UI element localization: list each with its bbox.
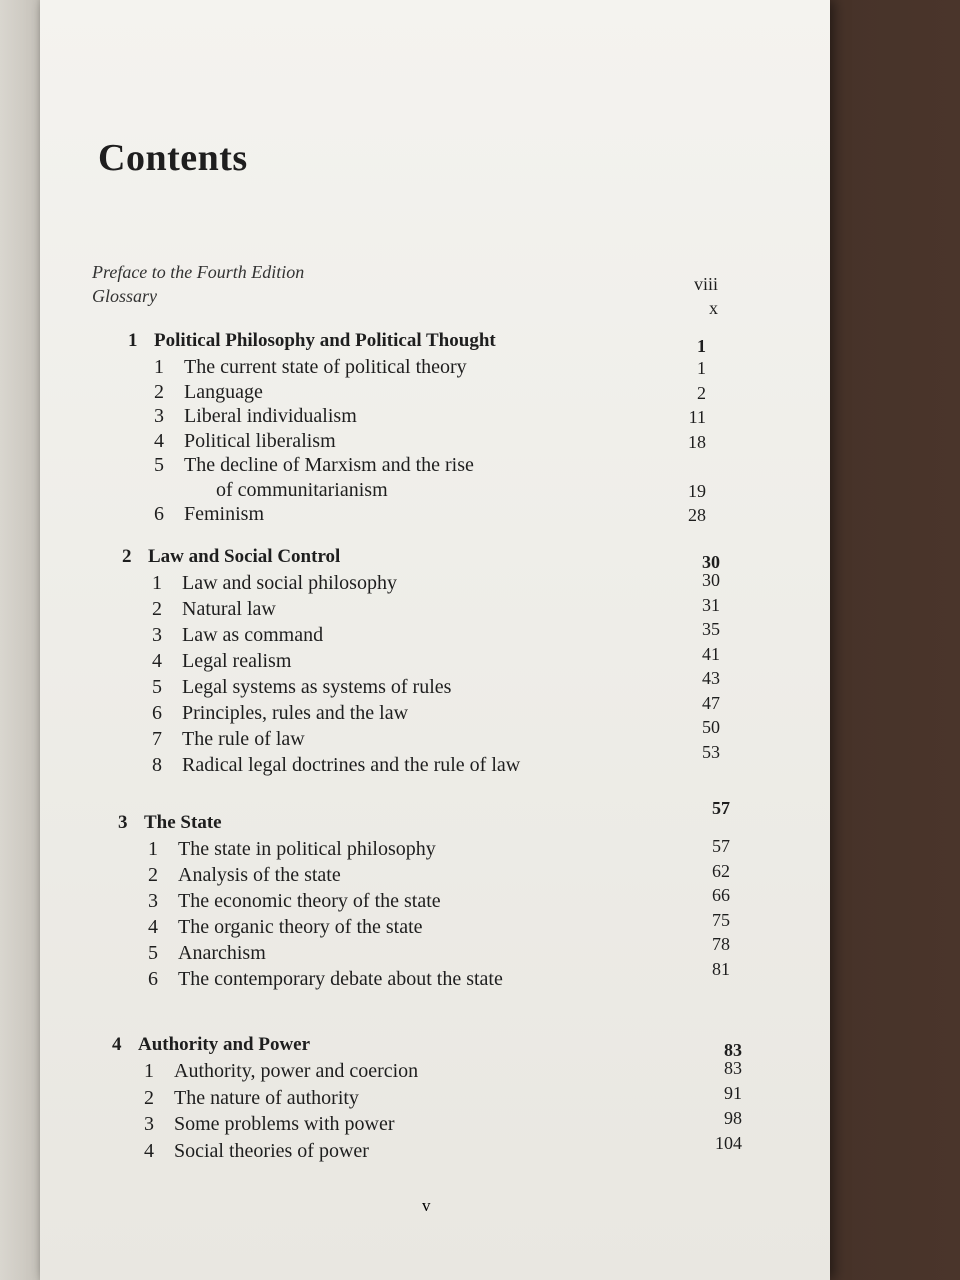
section-entry <box>154 381 263 404</box>
section-title: The decline of Marxism and the rise <box>184 454 474 476</box>
section-title: Language <box>184 380 263 403</box>
section-title: Law and social philosophy <box>182 572 397 594</box>
section-number: 2 <box>144 1086 154 1109</box>
section-page: 41 <box>702 643 720 664</box>
section-entry <box>152 754 520 777</box>
section-number: 4 <box>144 1139 154 1162</box>
section-page: 1 <box>697 358 706 378</box>
contents-page <box>40 0 830 1280</box>
section-title: Liberal individualism <box>184 405 357 427</box>
section-entry <box>152 702 408 725</box>
chapter-heading <box>128 330 496 352</box>
section-entry <box>152 650 291 673</box>
section-entry <box>144 1113 395 1136</box>
section-page: 66 <box>712 885 730 905</box>
section-title: Natural law <box>182 598 276 620</box>
section-entry <box>144 1060 418 1083</box>
chapter-number: 1 <box>128 330 138 351</box>
section-title: Authority, power and coercion <box>174 1060 419 1082</box>
section-page: 98 <box>724 1108 742 1128</box>
section-number: 7 <box>152 728 162 750</box>
section-number: 1 <box>144 1060 154 1082</box>
section-title: The state in political philosophy <box>178 838 436 860</box>
section-page: 18 <box>688 431 706 452</box>
section-title: The current state of political theory <box>184 356 467 378</box>
chapter-page: 83 <box>724 1040 742 1060</box>
page-title: Contents <box>98 137 248 179</box>
section-title: Some problems with power <box>174 1113 395 1135</box>
front-matter-glossary-page: x <box>709 298 718 318</box>
section-title: The nature of authority <box>174 1086 359 1109</box>
section-title: The contemporary debate about the state <box>178 968 503 990</box>
section-number: 3 <box>148 890 158 912</box>
section-page: 47 <box>702 692 720 713</box>
section-number: 6 <box>148 968 158 990</box>
section-page: 2 <box>697 382 706 403</box>
section-title: Radical legal doctrines and the rule of law <box>182 754 521 776</box>
section-page: 50 <box>702 717 720 737</box>
section-number: 5 <box>148 942 158 964</box>
section-entry <box>148 968 503 991</box>
chapter-title: The State <box>144 812 222 833</box>
section-number: 1 <box>148 838 158 860</box>
section-entry <box>148 838 436 861</box>
section-page: 28 <box>688 505 706 525</box>
section-entry <box>154 405 357 428</box>
section-number: 3 <box>154 405 164 427</box>
section-title: Analysis of the state <box>178 864 341 886</box>
section-number: 4 <box>154 429 164 452</box>
section-entry <box>154 430 336 453</box>
section-number: 5 <box>154 454 164 476</box>
section-page: 81 <box>712 958 730 979</box>
chapter-title: Law and Social Control <box>148 546 341 567</box>
section-page: 35 <box>702 619 720 639</box>
front-matter-preface: Preface to the Fourth Edition <box>92 262 305 282</box>
section-page: 75 <box>712 909 730 930</box>
section-page: 57 <box>712 836 730 856</box>
section-title: The economic theory of the state <box>178 890 441 912</box>
section-page: 83 <box>724 1058 742 1078</box>
page-folio: v <box>422 1196 431 1215</box>
section-entry <box>152 572 397 595</box>
section-entry <box>152 728 305 751</box>
section-entry <box>148 890 441 913</box>
chapter-number: 4 <box>112 1034 122 1055</box>
section-entry <box>154 503 264 526</box>
section-title: Anarchism <box>178 942 266 964</box>
front-matter-glossary: Glossary <box>92 286 158 306</box>
section-entry <box>154 356 467 379</box>
section-title: The organic theory of the state <box>178 916 423 938</box>
section-number: 2 <box>148 864 158 886</box>
section-entry <box>148 916 423 939</box>
section-page: 62 <box>712 860 730 881</box>
section-title: The rule of law <box>182 728 305 750</box>
section-number: 3 <box>152 624 162 646</box>
section-title: Feminism <box>184 503 265 525</box>
chapter-heading <box>118 812 222 834</box>
chapter-heading <box>112 1034 310 1056</box>
section-number: 1 <box>152 572 162 594</box>
section-page: 31 <box>702 594 720 615</box>
section-number: 6 <box>154 503 164 525</box>
section-title: Legal systems as systems of rules <box>182 676 452 698</box>
section-number: 2 <box>152 598 162 620</box>
section-title: Social theories of power <box>174 1139 369 1162</box>
section-title: Principles, rules and the law <box>182 702 409 724</box>
section-entry <box>154 454 474 477</box>
section-entry <box>152 598 276 621</box>
section-page: 43 <box>702 668 720 688</box>
section-page: 104 <box>715 1133 742 1153</box>
section-entry <box>148 864 341 887</box>
section-number: 4 <box>152 650 162 672</box>
book-page <box>40 0 830 1280</box>
chapter-page: 30 <box>702 552 720 572</box>
section-number: 5 <box>152 676 162 698</box>
section-entry <box>152 624 323 647</box>
section-title-continued: of communitarianism <box>216 478 388 501</box>
chapter-number: 3 <box>118 812 128 833</box>
section-entry <box>144 1087 359 1110</box>
section-page: 30 <box>702 570 720 590</box>
section-title: Law as command <box>182 624 324 646</box>
section-number: 3 <box>144 1113 154 1135</box>
chapter-page: 57 <box>712 798 730 818</box>
section-page: 78 <box>712 934 730 954</box>
section-number: 1 <box>154 356 164 378</box>
section-page: 53 <box>702 741 720 762</box>
section-page: 11 <box>688 407 706 427</box>
chapter-heading <box>122 546 340 568</box>
section-entry <box>148 942 266 965</box>
section-page: 19 <box>688 480 706 501</box>
chapter-page: 1 <box>697 336 706 356</box>
chapter-title: Authority and Power <box>138 1034 311 1055</box>
section-entry <box>144 1140 369 1163</box>
section-number: 2 <box>154 380 164 403</box>
front-matter-preface-page: viii <box>693 274 718 294</box>
section-entry <box>152 676 451 699</box>
section-page: 91 <box>724 1083 742 1103</box>
section-number: 4 <box>148 916 158 938</box>
chapter-title: Political Philosophy and Political Thought <box>154 330 496 351</box>
section-number: 6 <box>152 702 162 724</box>
section-title: Political liberalism <box>184 429 336 452</box>
chapter-number: 2 <box>122 546 132 567</box>
section-title: Legal realism <box>182 650 292 672</box>
section-number: 8 <box>152 754 162 776</box>
